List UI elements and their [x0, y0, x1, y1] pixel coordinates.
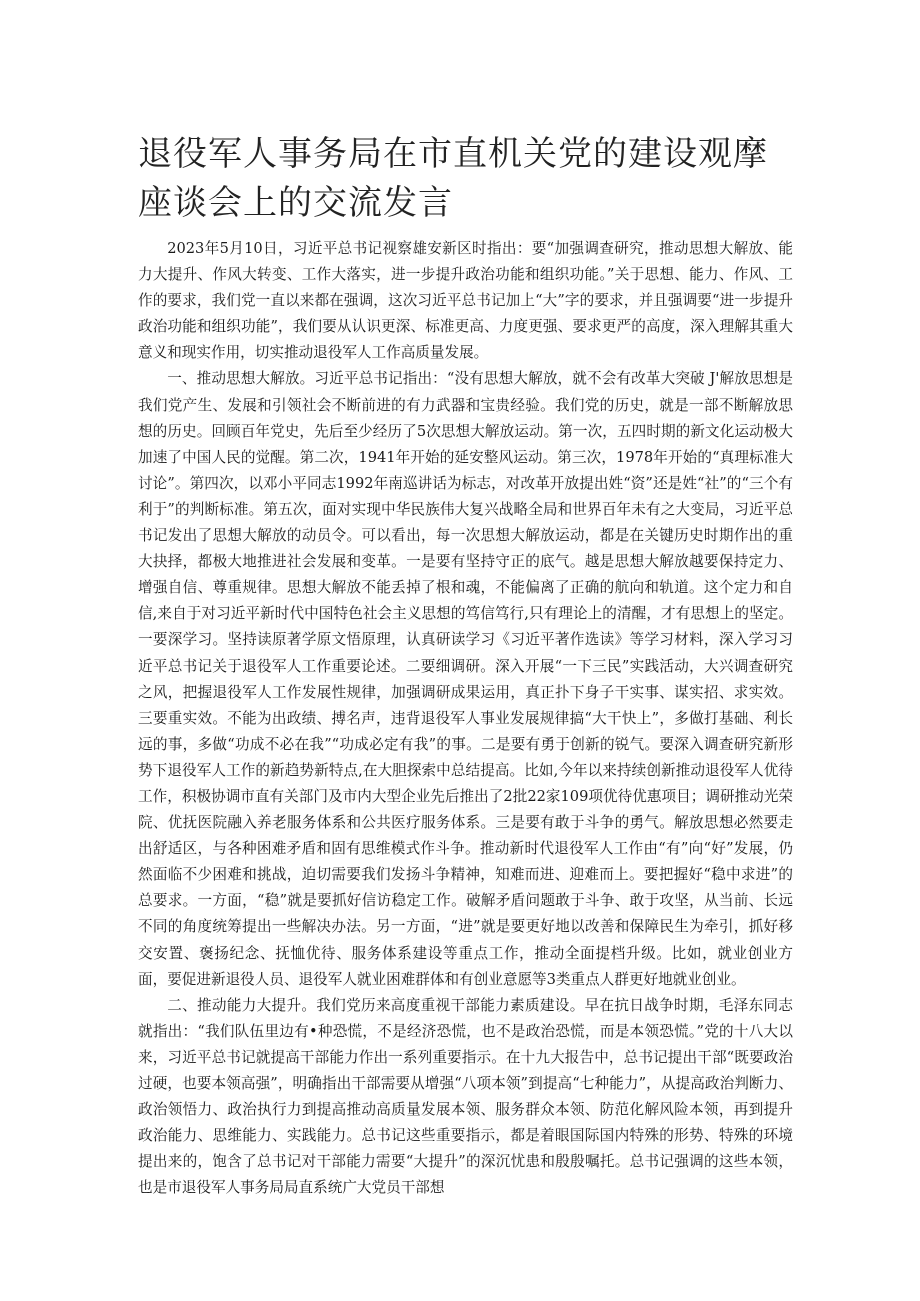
document-body	[138, 236, 793, 1201]
document-title: 退役军人事务局在市直机关党的建设观摩座谈会上的交流发言	[138, 134, 768, 223]
paragraph-intro: 2023年5月10日，习近平总书记视察雄安新区时指出：要“加强调查研究，推动思想大解放、能力大提升、作风大转变、工作大落实，进一步提升政治功能和组织功能。”关于思想、能力、作风、工作的要求，我们党一直以来都在强调，这次习近平总书记加上“大”字的要求，并且强调要“进一步提升政治功能和组织功能”，我们要从认识更深、标准更高、力度更强、要求更严的高度，深入理解其重大意义和现实作用，切实推动退役军人工作高质量发展。	[138, 240, 793, 362]
paragraph-section-2: 二、推动能力大提升。我们党历来高度重视干部能力素质建设。早在抗日战争时期，毛泽东同志就指出：“我们队伍里边有•种恐慌，不是经济恐慌，也不是政治恐慌，而是本领恐慌。”党的十八大以来，习近平总书记就提高干部能力作出一系列重要指示。在十九大报告中，总书记提出干部“既要政治过硬，也要本领高强”，明确指出干部需要从增强“八项本领”到提高“七种能力”，从提高政治判断力、政治领悟力、政治执行力到提高推动高质量发展本领、服务群众本领、防范化解风险本领，再到提升政治能力、思维能力、实践能力。总书记这些重要指示，都是着眼国际国内特殊的形势、特殊的环境提出来的，饱含了总书记对干部能力需要“大提升”的深沉忧患和殷殷嘱托。总书记强调的这些本领，也是市退役军人事务局局直系统广大党员干部想	[138, 996, 793, 1197]
paragraph-section-1: 一、推动思想大解放。习近平总书记指出：“没有思想大解放，就不会有改革大突破 J'解放思想是我们党产生、发展和引领社会不断前进的有力武器和宝贵经验。我们党的历史，就是一部不断解放思想的历史。回顾百年党史，先后至少经历了5次思想大解放运动。第一次，五四时期的新文化运动极大加速了中国人民的觉醒。第二次，1941年开始的延安整风运动。第三次，1978年开始的“真理标准大讨论”。第四次，以邓小平同志1992年南巡讲话为标志，对改革开放提出姓“资”还是姓“社”的“三个有利于”的判断标准。第五次，面对实现中华民族伟大复兴战略全局和世界百年未有之大变局，习近平总书记发出了思想大解放的动员令。可以看出，每一次思想大解放运动，都是在关键历史时期作出的重大抉择，都极大地推进社会发展和变革。一是要有坚持守正的底气。越是思想大解放越要保持定力、增强自信、尊重规律。思想大解放不能丢掉了根和魂，不能偏离了正确的航向和轨道。这个定力和自信,来自于对习近平新时代中国特色社会主义思想的笃信笃行,只有理论上的清醒，才有思想上的坚定。一要深学习。坚持读原著学原文悟原理，认真研读学习《习近平著作选读》等学习材料，深入学习习近平总书记关于退役军人工作重要论述。二要细调研。深入开展“一下三民”实践活动，大兴调查研究之风，把握退役军人工作发展性规律，加强调研成果运用，真正扑下身子干实事、谋实招、求实效。三要重实效。不能为出政绩、搏名声，违背退役军人事业发展规律搞“大干快上”，多做打基础、利长远的事，多做“功成不必在我”“功成必定有我”的事。二是要有勇于创新的锐气。要深入调查研究新形势下退役军人工作的新趋势新特点,在大胆探索中总结提高。比如,今年以来持续创新推动退役军人优待工作，积极协调市直有关部门及市内大型企业先后推出了2批22家109项优待优惠项目；调研推动光荣院、优抚医院融入养老服务体系和公共医疗服务体系。三是要有敢于斗争的勇气。解放思想必然要走出舒适区，与各种困难矛盾和固有思维模式作斗争。推动新时代退役军人工作由“有”向“好”发展，仍然面临不少困难和挑战，迫切需要我们发扬斗争精神，知难而进、迎难而上。要把握好“稳中求进”的总要求。一方面，“稳”就是要抓好信访稳定工作。破解矛盾问题敢于斗争、敢于攻坚，从当前、长远不同的角度统筹提出一些解决办法。另一方面，“进”就是要更好地以改善和保障民生为牵引，抓好移交安置、褒扬纪念、抚恤优待、服务体系建设等重点工作，推动全面提档升级。比如，就业创业方面，要促进新退役人员、退役军人就业困难群体和有创业意愿等3类重点人群更好地就业创业。	[138, 370, 793, 988]
